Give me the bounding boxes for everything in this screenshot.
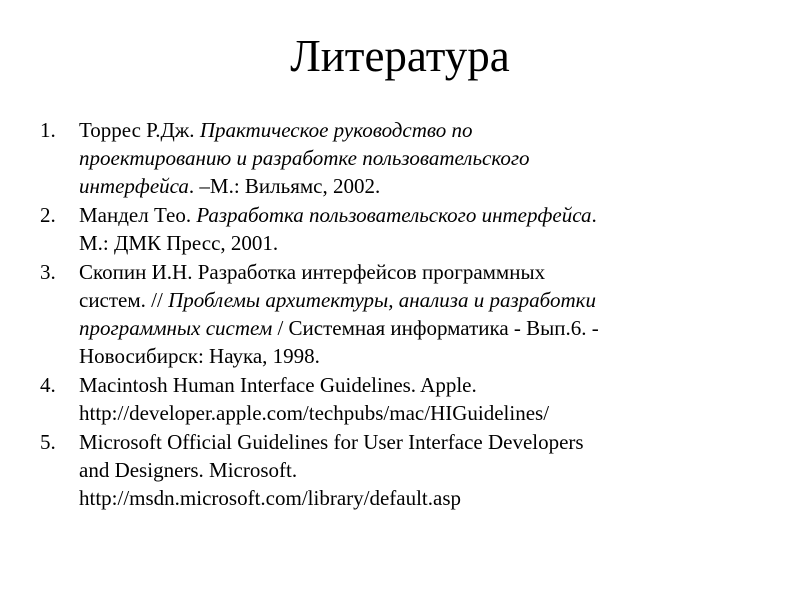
reference-italic-text: интерфейса <box>79 174 189 198</box>
reference-italic-text: программных систем <box>79 316 273 340</box>
reference-line <box>79 201 770 229</box>
reference-line <box>79 314 770 342</box>
reference-italic-text: Практическое руководство по <box>199 118 473 142</box>
reference-text: М.: ДМК Пресс, 2001. <box>79 231 279 255</box>
reference-italic-text: Разработка пользовательского интерфейса <box>196 203 592 227</box>
reference-text: Торрес Р.Дж. <box>79 118 200 142</box>
reference-number: 1. <box>40 118 56 142</box>
reference-line <box>79 456 770 484</box>
reference-line <box>79 258 770 286</box>
reference-line <box>79 116 770 144</box>
reference-text: Мандел Тео. <box>79 203 197 227</box>
reference-line <box>79 399 770 427</box>
reference-number: 5. <box>40 430 56 454</box>
slide-title: Литература <box>290 31 510 81</box>
reference-text: . <box>591 203 597 227</box>
reference-text: http://msdn.microsoft.com/library/default.asp <box>79 486 462 510</box>
reference-line <box>79 371 770 399</box>
reference-line <box>79 286 770 314</box>
reference-text: http://developer.apple.com/techpubs/mac/HIGuidelines/ <box>79 401 550 425</box>
reference-number: 3. <box>40 260 56 284</box>
reference-item-4 <box>40 371 770 427</box>
reference-line <box>79 144 770 172</box>
reference-number: 4. <box>40 373 56 397</box>
reference-text: систем. // <box>79 288 169 312</box>
reference-line <box>79 484 770 512</box>
reference-text: . –М.: Вильямс, 2002. <box>188 174 381 198</box>
reference-text: Новосибирск: Наука, 1998. <box>79 344 320 368</box>
reference-number: 2. <box>40 203 56 227</box>
reference-text: / Системная информатика - Вып.6. - <box>272 316 599 340</box>
reference-line <box>79 229 770 257</box>
reference-list <box>40 116 770 513</box>
reference-italic-text: проектированию и разработке пользовательского <box>79 146 530 170</box>
reference-item-2 <box>40 201 770 257</box>
reference-line <box>79 342 770 370</box>
reference-item-5 <box>40 428 770 512</box>
reference-text: Microsoft Official Guidelines for User Interface Developers <box>79 430 584 454</box>
reference-italic-text: Проблемы архитектуры, анализа и разработки <box>168 288 596 312</box>
reference-text: Macintosh Human Interface Guidelines. Apple. <box>79 373 477 397</box>
reference-line <box>79 428 770 456</box>
reference-text: and Designers. Microsoft. <box>79 458 298 482</box>
reference-line <box>79 172 770 200</box>
reference-text: Скопин И.Н. Разработка интерфейсов программных <box>79 260 546 284</box>
reference-item-1 <box>40 116 770 200</box>
reference-item-3 <box>40 258 770 370</box>
